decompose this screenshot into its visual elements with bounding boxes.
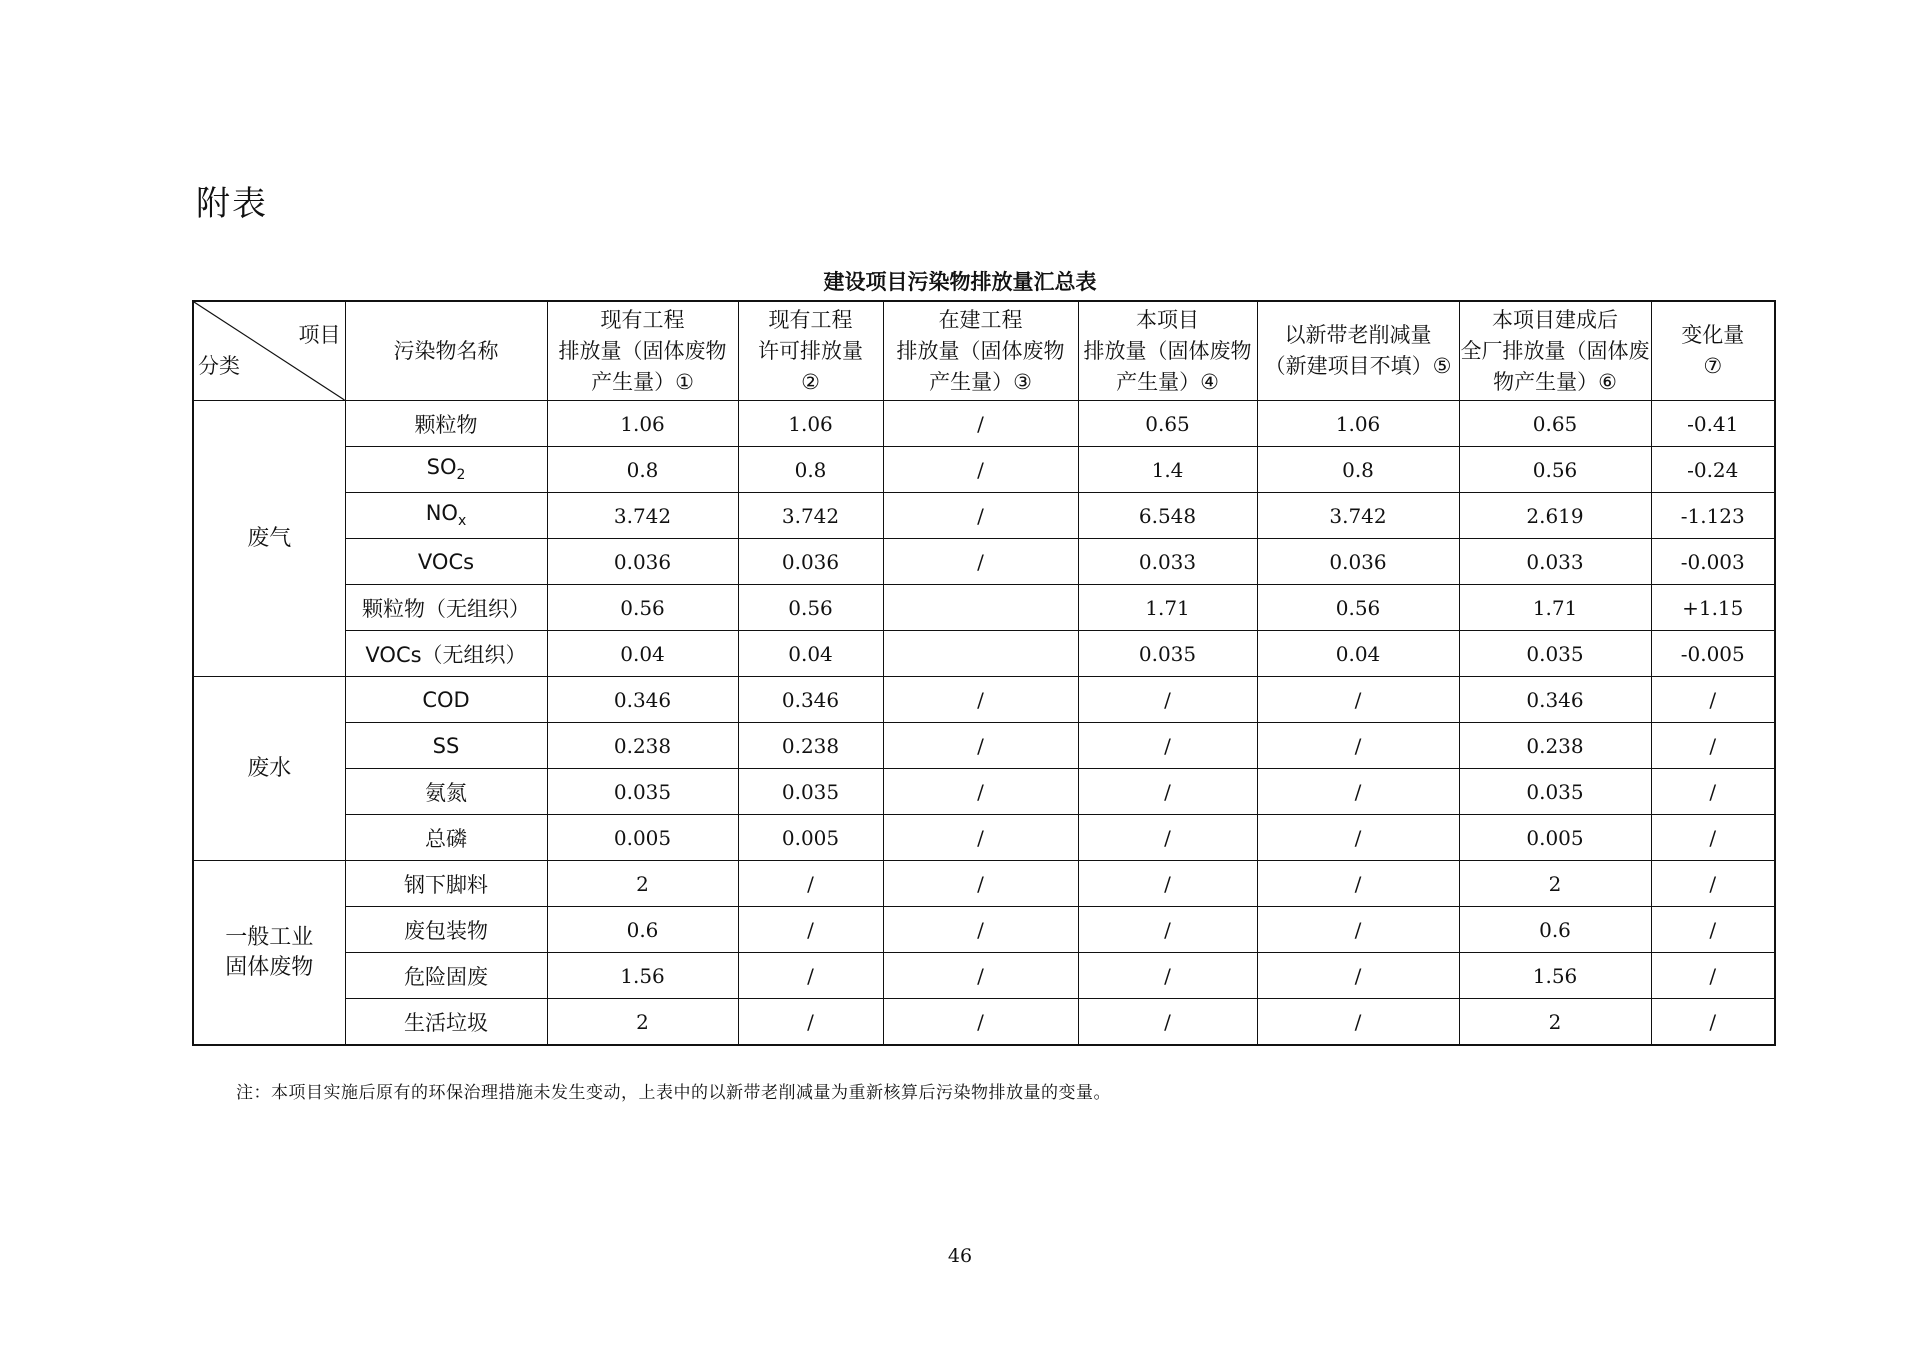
header-col-2 — [738, 301, 883, 401]
value-cell: 0.238 — [547, 723, 738, 769]
value-cell: 0.035 — [547, 769, 738, 815]
table-row — [193, 677, 1775, 723]
table-row — [193, 861, 1775, 907]
value-cell: 1.56 — [547, 953, 738, 999]
table-row — [193, 631, 1775, 677]
pollutant-name-cell — [345, 677, 547, 723]
value-cell: 0.035 — [1078, 631, 1257, 677]
value-cell: 0.036 — [1257, 539, 1459, 585]
value-cell: / — [883, 999, 1078, 1046]
value-cell: / — [883, 539, 1078, 585]
category-line: 固体废物 — [225, 954, 314, 980]
value-cell: 0.035 — [1459, 769, 1651, 815]
table-row — [193, 493, 1775, 539]
value-cell: -1.123 — [1651, 493, 1775, 539]
value-cell: 0.56 — [1257, 585, 1459, 631]
value-cell: / — [1257, 677, 1459, 723]
value-cell: 0.8 — [547, 447, 738, 493]
table-row — [193, 539, 1775, 585]
value-cell: / — [1078, 861, 1257, 907]
value-cell: 0.56 — [738, 585, 883, 631]
value-cell: 0.65 — [1459, 401, 1651, 447]
header-col-4 — [1078, 301, 1257, 401]
value-cell: 1.06 — [1257, 401, 1459, 447]
value-cell: 2 — [547, 999, 738, 1046]
header-col-1 — [547, 301, 738, 401]
corner-header — [193, 301, 345, 401]
value-cell: / — [1651, 999, 1775, 1046]
value-cell: 2 — [1459, 861, 1651, 907]
header-row — [193, 301, 1775, 401]
table-row — [193, 999, 1775, 1046]
category-line: 废气 — [247, 525, 292, 551]
pollutant-name-cell — [345, 723, 547, 769]
value-cell: / — [883, 861, 1078, 907]
value-cell: 1.06 — [738, 401, 883, 447]
pollutant-name-cell — [345, 861, 547, 907]
value-cell: 0.04 — [1257, 631, 1459, 677]
value-cell: 0.6 — [1459, 907, 1651, 953]
header-col-6 — [1459, 301, 1651, 401]
pollutant-subscript: 2 — [456, 467, 466, 484]
pollutant-name-cell — [345, 999, 547, 1046]
pollutant-name: SS — [432, 733, 460, 758]
corner-category-label: 分类 — [198, 354, 240, 378]
header-line: 现有工程 — [768, 307, 853, 332]
header-line: 排放量（固体废物 — [558, 338, 727, 363]
header-line: 现有工程 — [600, 307, 685, 332]
value-cell: / — [1651, 769, 1775, 815]
header-line: 物产生量）⑥ — [1493, 369, 1617, 394]
table-row — [193, 585, 1775, 631]
value-cell: / — [883, 493, 1078, 539]
value-cell: / — [1651, 723, 1775, 769]
value-cell: / — [883, 401, 1078, 447]
category-cell — [193, 401, 345, 677]
value-cell: / — [883, 953, 1078, 999]
pollutant-name: 颗粒物 — [414, 412, 478, 437]
value-cell: 0.005 — [547, 815, 738, 861]
value-cell: 0.005 — [1459, 815, 1651, 861]
header-line: 污染物名称 — [393, 338, 499, 363]
value-cell: 6.548 — [1078, 493, 1257, 539]
value-cell: / — [1257, 815, 1459, 861]
pollutant-name: 废包装物 — [404, 918, 488, 943]
header-line: 全厂排放量（固体废 — [1460, 338, 1650, 363]
value-cell: 3.742 — [738, 493, 883, 539]
table-caption: 建设项目污染物排放量汇总表 — [823, 270, 1097, 294]
pollutant-name-cell — [345, 493, 547, 539]
value-cell: / — [738, 861, 883, 907]
value-cell: / — [1651, 953, 1775, 999]
value-cell: / — [738, 999, 883, 1046]
category-line: 废水 — [247, 755, 292, 781]
value-cell: / — [883, 447, 1078, 493]
value-cell: 0.036 — [547, 539, 738, 585]
pollutant-name-cell — [345, 631, 547, 677]
value-cell: 1.4 — [1078, 447, 1257, 493]
value-cell: / — [883, 907, 1078, 953]
pollutant-name-cell — [345, 539, 547, 585]
table-row — [193, 907, 1775, 953]
value-cell: 0.56 — [547, 585, 738, 631]
value-cell: 2.619 — [1459, 493, 1651, 539]
value-cell: 0.6 — [547, 907, 738, 953]
table-body — [193, 401, 1775, 1046]
value-cell: 0.238 — [738, 723, 883, 769]
corner-item-label: 项目 — [298, 323, 341, 347]
value-cell: / — [1078, 953, 1257, 999]
value-cell: / — [1078, 907, 1257, 953]
value-cell: 0.56 — [1459, 447, 1651, 493]
category-line: 一般工业 — [225, 924, 314, 950]
pollutant-name: 生活垃圾 — [404, 1010, 488, 1035]
value-cell: 1.06 — [547, 401, 738, 447]
pollutant-name-cell — [345, 769, 547, 815]
header-line: 产生量）① — [591, 369, 694, 394]
value-cell: / — [1078, 677, 1257, 723]
value-cell: / — [883, 815, 1078, 861]
value-cell — [883, 585, 1078, 631]
pollutant-name-cell — [345, 953, 547, 999]
value-cell: -0.003 — [1651, 539, 1775, 585]
pollutant-name: 总磷 — [425, 826, 467, 851]
pollutant-name-cell — [345, 401, 547, 447]
value-cell: 3.742 — [1257, 493, 1459, 539]
value-cell: / — [1257, 723, 1459, 769]
value-cell: 0.04 — [547, 631, 738, 677]
table-note: 注：本项目实施后原有的环保治理措施未发生变动，上表中的以新带老削减量为重新核算后污染物排放量的变量。 — [236, 1083, 1111, 1103]
header-pollutant-name — [345, 301, 547, 401]
value-cell: / — [1651, 677, 1775, 723]
value-cell: / — [738, 953, 883, 999]
table-row — [193, 447, 1775, 493]
value-cell: / — [1651, 815, 1775, 861]
value-cell: 0.04 — [738, 631, 883, 677]
pollutant-name: VOCs — [417, 549, 475, 574]
value-cell: 0.8 — [738, 447, 883, 493]
value-cell: 2 — [547, 861, 738, 907]
page-number: 46 — [947, 1245, 973, 1267]
category-cell — [193, 861, 345, 1046]
value-cell: 1.71 — [1459, 585, 1651, 631]
value-cell: / — [883, 723, 1078, 769]
pollutant-name-cell — [345, 447, 547, 493]
value-cell: / — [738, 907, 883, 953]
value-cell: / — [1078, 999, 1257, 1046]
header-line: ② — [801, 369, 820, 394]
header-col-5 — [1257, 301, 1459, 401]
pollutant-name: 氨氮 — [425, 780, 467, 805]
header-line: ⑦ — [1703, 354, 1723, 378]
value-cell: / — [1257, 769, 1459, 815]
value-cell: 0.65 — [1078, 401, 1257, 447]
value-cell: / — [1257, 999, 1459, 1046]
pollutant-name: NO — [425, 501, 458, 526]
pollutant-name-cell — [345, 815, 547, 861]
value-cell: 0.346 — [738, 677, 883, 723]
value-cell: / — [1651, 861, 1775, 907]
value-cell: +1.15 — [1651, 585, 1775, 631]
pollutant-name: 危险固废 — [404, 964, 488, 989]
value-cell: 0.005 — [738, 815, 883, 861]
table-row — [193, 953, 1775, 999]
pollutant-name-cell — [345, 907, 547, 953]
value-cell: 0.346 — [547, 677, 738, 723]
value-cell: -0.24 — [1651, 447, 1775, 493]
header-line: 本项目建成后 — [1492, 307, 1618, 332]
header-col-3 — [883, 301, 1078, 401]
header-col-7 — [1651, 301, 1775, 401]
table-row — [193, 769, 1775, 815]
header-line: 以新带老削减量 — [1284, 323, 1432, 347]
value-cell: -0.41 — [1651, 401, 1775, 447]
value-cell: 0.238 — [1459, 723, 1651, 769]
header-line: 变化量 — [1681, 323, 1745, 347]
value-cell: 0.036 — [738, 539, 883, 585]
header-line: 产生量）③ — [929, 369, 1032, 394]
value-cell: 0.033 — [1078, 539, 1257, 585]
header-line: 本项目 — [1136, 307, 1199, 332]
value-cell: / — [1078, 769, 1257, 815]
value-cell: 0.8 — [1257, 447, 1459, 493]
value-cell: / — [1078, 723, 1257, 769]
value-cell: / — [883, 677, 1078, 723]
value-cell: / — [1257, 907, 1459, 953]
value-cell: / — [1257, 953, 1459, 999]
value-cell: / — [1651, 907, 1775, 953]
emission-summary-table — [192, 300, 1776, 1046]
value-cell: 1.56 — [1459, 953, 1651, 999]
header-line: 排放量（固体废物 — [1083, 338, 1252, 363]
value-cell: 1.71 — [1078, 585, 1257, 631]
value-cell: 3.742 — [547, 493, 738, 539]
value-cell: 0.033 — [1459, 539, 1651, 585]
table-row — [193, 401, 1775, 447]
value-cell — [883, 631, 1078, 677]
pollutant-name: 钢下脚料 — [404, 872, 488, 897]
pollutant-name: SO — [426, 455, 457, 480]
table-row — [193, 723, 1775, 769]
pollutant-name: COD — [422, 687, 470, 712]
pollutant-name: 颗粒物（无组织） — [362, 596, 530, 621]
category-cell — [193, 677, 345, 861]
value-cell: / — [1257, 861, 1459, 907]
value-cell: 0.035 — [738, 769, 883, 815]
table-row — [193, 815, 1775, 861]
value-cell: 0.035 — [1459, 631, 1651, 677]
value-cell: 2 — [1459, 999, 1651, 1046]
pollutant-subscript: x — [457, 513, 467, 530]
pollutant-name: VOCs（无组织） — [365, 642, 527, 667]
header-line: 排放量（固体废物 — [896, 338, 1065, 363]
pollutant-name-cell — [345, 585, 547, 631]
value-cell: 0.346 — [1459, 677, 1651, 723]
page-heading: 附表 — [196, 184, 268, 224]
value-cell: / — [883, 769, 1078, 815]
header-line: （新建项目不填）⑤ — [1264, 354, 1452, 378]
header-line: 许可排放量 — [758, 338, 863, 363]
header-line: 产生量）④ — [1116, 369, 1219, 394]
header-line: 在建工程 — [938, 307, 1023, 332]
value-cell: -0.005 — [1651, 631, 1775, 677]
value-cell: / — [1078, 815, 1257, 861]
